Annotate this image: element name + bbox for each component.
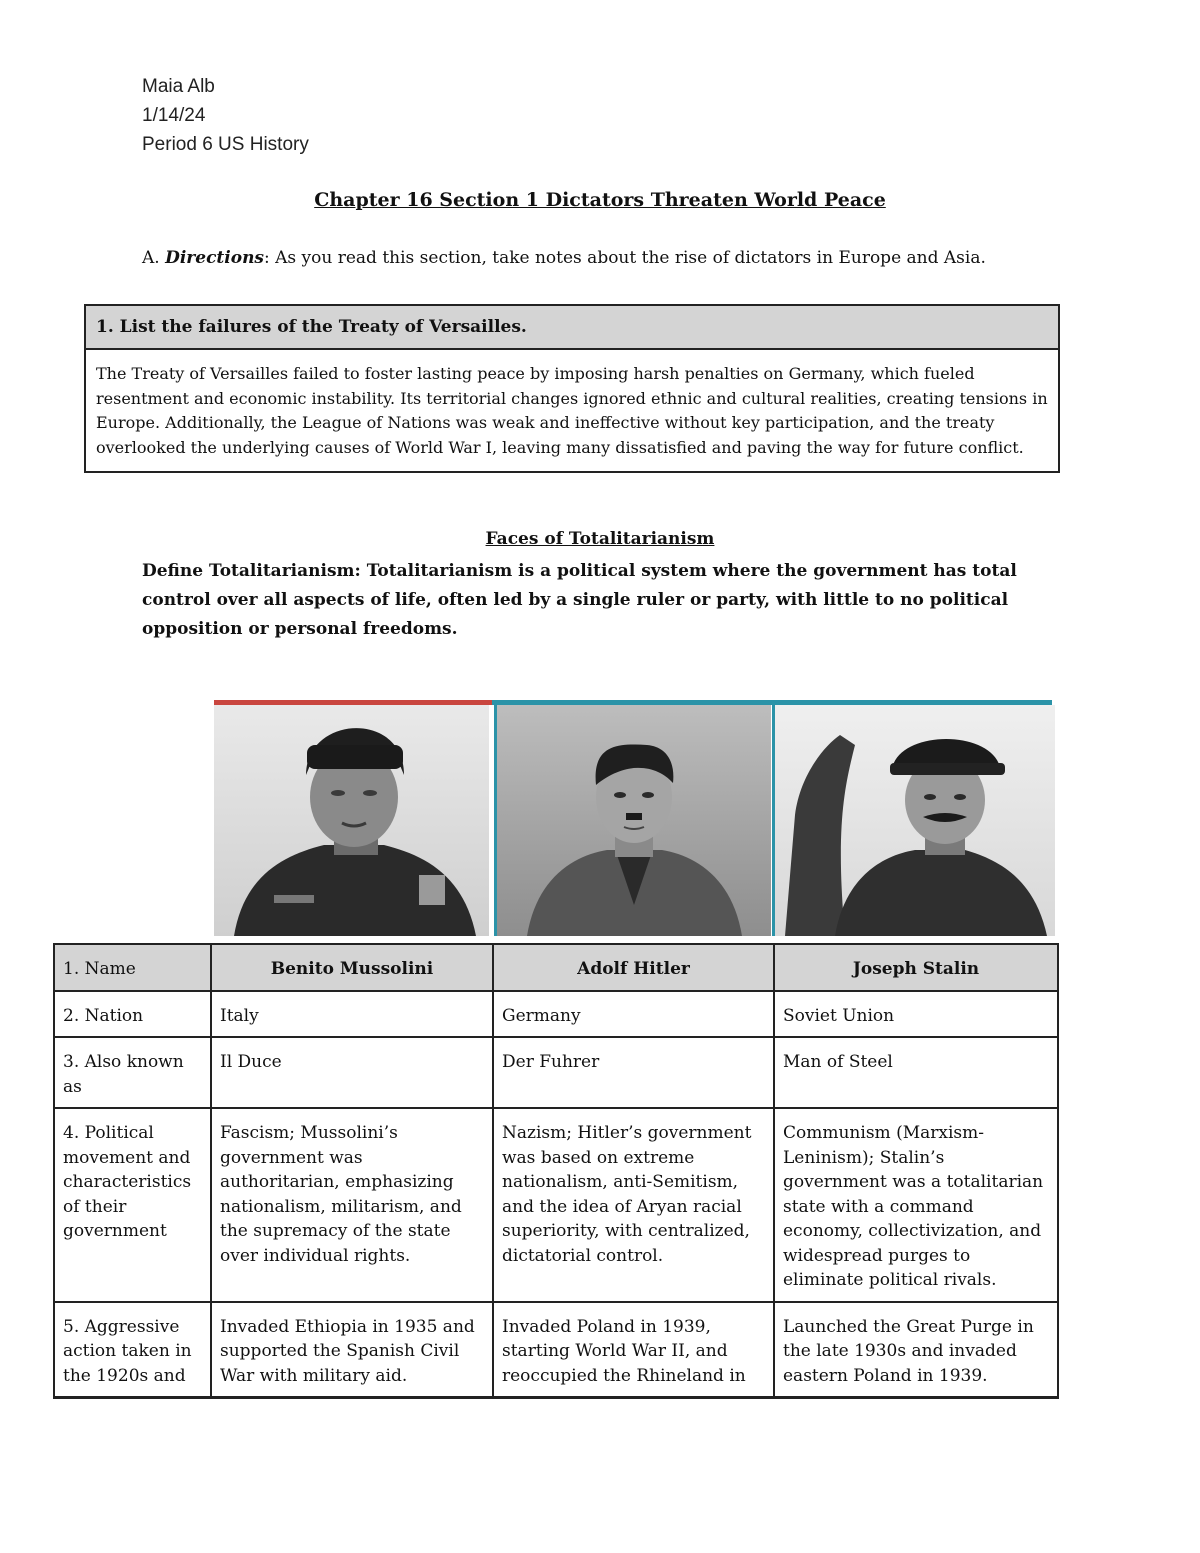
faces-title: Faces of Totalitarianism xyxy=(485,529,715,549)
table-cell: Communism (Marxism-Leninism); Stalin’s government was a totalitarian state with a command economy, collectivization, and widespread purges to eliminate political rivals. xyxy=(774,1108,1058,1302)
row-label: 1. Name xyxy=(54,944,211,991)
hitler-photo xyxy=(494,705,771,936)
directions-prefix: A. xyxy=(142,248,166,268)
directions xyxy=(142,248,986,268)
class-period: Period 6 US History xyxy=(142,134,309,155)
stalin-name: Joseph Stalin xyxy=(774,944,1058,991)
table-row-nation xyxy=(54,991,1058,1038)
table-cell: Der Fuhrer xyxy=(493,1037,774,1108)
treaty-question-answer: The Treaty of Versailles failed to foster lasting peace by imposing harsh penalties on Germany, which fueled resentment and economic instability. Its territorial changes ignored ethnic and cultural realities, creating tensions in Europe. Additionally, the League of Nations was weak and ineffective without key participation, and the treaty overlooked the underlying causes of World War I, leaving many dissatisfied and paving the way for future conflict. xyxy=(96,364,1048,457)
table-cell: Man of Steel xyxy=(774,1037,1058,1108)
row-label: 5. Aggressive action taken in the 1920s and xyxy=(54,1302,211,1398)
dictator-photos xyxy=(214,700,1052,936)
table-cell: Nazism; Hitler’s government was based on extreme nationalism, anti-Semitism, and the idea of Aryan racial superiority, with centralized, dictatorial control. xyxy=(493,1108,774,1302)
mussolini-photo xyxy=(214,705,489,936)
hitler-name: Adolf Hitler xyxy=(493,944,774,991)
table-row-aggressive-action xyxy=(54,1302,1058,1398)
table-cell: Italy xyxy=(211,991,493,1038)
directions-label: Directions xyxy=(165,248,264,268)
page-title: Chapter 16 Section 1 Dictators Threaten World Peace xyxy=(314,189,886,211)
table-cell: Launched the Great Purge in the late 1930s and invaded eastern Poland in 1939. xyxy=(774,1302,1058,1398)
table-cell: Fascism; Mussolini’s government was authoritarian, emphasizing nationalism, militarism, and the supremacy of the state over individual rights. xyxy=(211,1108,493,1302)
row-label: 4. Political movement and characteristics of their government xyxy=(54,1108,211,1302)
table-cell: Soviet Union xyxy=(774,991,1058,1038)
dictators-table xyxy=(53,943,1059,1399)
table-cell: Germany xyxy=(493,991,774,1038)
table-cell: Invaded Poland in 1939, starting World War II, and reoccupied the Rhineland in xyxy=(493,1302,774,1398)
mussolini-name: Benito Mussolini xyxy=(211,944,493,991)
treaty-question-heading: 1. List the failures of the Treaty of Versailles. xyxy=(86,306,1058,350)
treaty-question-box xyxy=(84,304,1060,473)
table-row-political-movement xyxy=(54,1108,1058,1302)
table-row-name xyxy=(54,944,1058,991)
directions-text: : As you read this section, take notes about the rise of dictators in Europe and Asia. xyxy=(264,248,986,268)
student-name: Maia Alb xyxy=(142,76,215,97)
table-cell: Invaded Ethiopia in 1935 and supported the Spanish Civil War with military aid. xyxy=(211,1302,493,1398)
totalitarianism-definition: Define Totalitarianism: Totalitarianism is a political system where the government has total control over all aspects of life, often led by a single ruler or party, with little to no political opposition or personal freedoms. xyxy=(142,561,1017,639)
assignment-date: 1/14/24 xyxy=(142,105,206,126)
table-row-alias xyxy=(54,1037,1058,1108)
stalin-photo xyxy=(772,705,1055,936)
row-label: 2. Nation xyxy=(54,991,211,1038)
row-label: 3. Also known as xyxy=(54,1037,211,1108)
student-header xyxy=(142,72,309,159)
table-cell: Il Duce xyxy=(211,1037,493,1108)
